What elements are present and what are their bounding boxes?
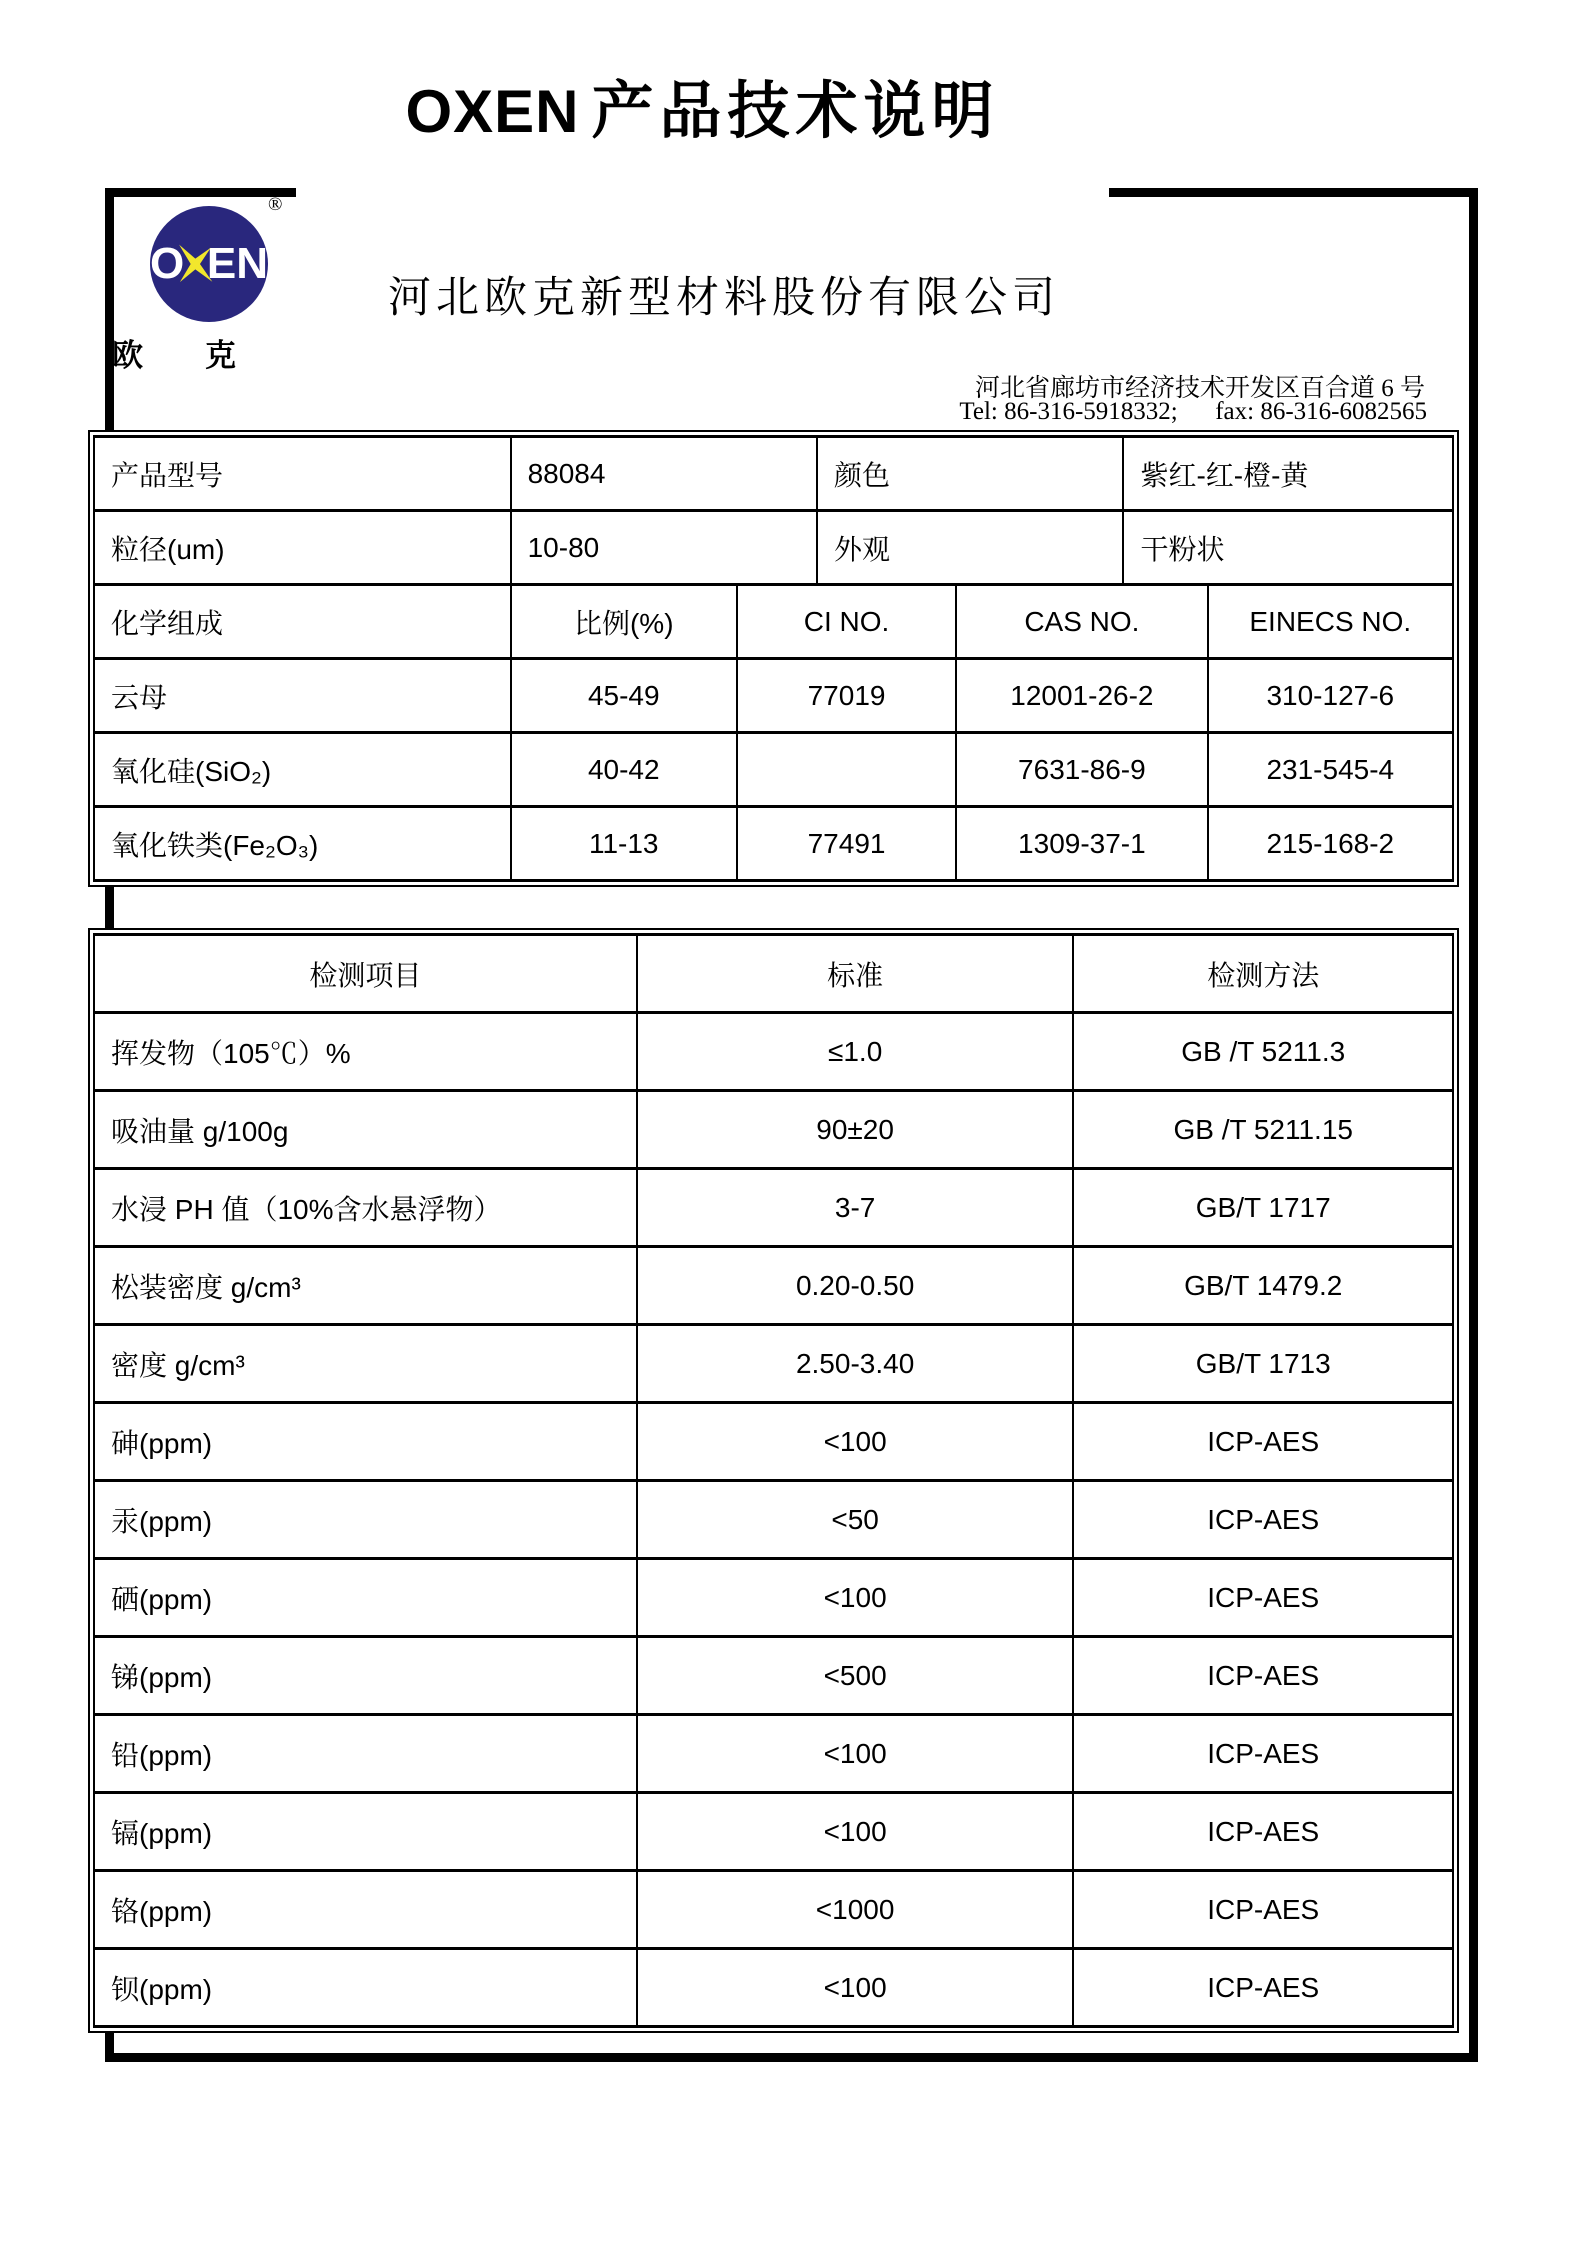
test-standard-cell: <100: [637, 1793, 1074, 1871]
composition-ci-cell: 77019: [737, 659, 956, 733]
test-row: [94, 1091, 1453, 1169]
test-row: [94, 1871, 1453, 1949]
product-spec-table-frame: [88, 430, 1459, 887]
test-method-cell: GB/T 1713: [1073, 1325, 1453, 1403]
test-standard-cell: 90±20: [637, 1091, 1074, 1169]
test-method-cell: ICP-AES: [1073, 1871, 1453, 1949]
composition-header-cas: CAS NO.: [956, 585, 1207, 659]
company-address: 河北省廊坊市经济技术开发区百合道 6 号: [974, 375, 1425, 402]
page-title-latin: OXEN: [405, 78, 580, 145]
composition-header-ci: CI NO.: [737, 585, 956, 659]
composition-ratio-cell: 40-42: [511, 733, 737, 807]
test-method-cell: ICP-AES: [1073, 1559, 1453, 1637]
composition-name-cell: 氧化硅(SiO₂): [94, 733, 511, 807]
logo-star-icon: [176, 238, 215, 290]
logo-caption: 欧 克: [112, 338, 236, 373]
test-method-cell: ICP-AES: [1073, 1637, 1453, 1715]
composition-row: [94, 733, 1453, 807]
test-header-standard: 标准: [637, 935, 1074, 1013]
composition-ratio-cell: 11-13: [511, 807, 737, 881]
appearance-label: 外观: [817, 511, 1123, 585]
test-standard-cell: 3-7: [637, 1169, 1074, 1247]
test-item-cell: 铬(ppm): [94, 1871, 637, 1949]
test-standard-cell: <100: [637, 1559, 1074, 1637]
test-row: [94, 1793, 1453, 1871]
composition-header-name: 化学组成: [94, 585, 511, 659]
particle-size-value: 10-80: [511, 511, 817, 585]
test-row: [94, 1325, 1453, 1403]
test-method-cell: GB /T 5211.15: [1073, 1091, 1453, 1169]
test-standard-cell: ≤1.0: [637, 1013, 1074, 1091]
test-row: [94, 1481, 1453, 1559]
composition-row: [94, 807, 1453, 881]
test-method-cell: ICP-AES: [1073, 1793, 1453, 1871]
test-method-cell: GB /T 5211.3: [1073, 1013, 1453, 1091]
composition-einecs-cell: 310-127-6: [1208, 659, 1453, 733]
product-model-value: 88084: [511, 437, 817, 511]
test-item-cell: 硒(ppm): [94, 1559, 637, 1637]
test-row: [94, 1715, 1453, 1793]
product-info-row: [94, 511, 1453, 585]
composition-einecs-cell: 215-168-2: [1208, 807, 1453, 881]
page-title-chinese: 产品技术说明: [591, 78, 1000, 146]
test-row: [94, 1169, 1453, 1247]
color-value: 紫红-红-橙-黄: [1123, 437, 1453, 511]
test-method-cell: ICP-AES: [1073, 1403, 1453, 1481]
composition-header-einecs: EINECS NO.: [1208, 585, 1453, 659]
test-table-frame: [88, 928, 1459, 2033]
product-info-row: [94, 437, 1453, 511]
test-standard-cell: <500: [637, 1637, 1074, 1715]
test-header-item: 检测项目: [94, 935, 637, 1013]
test-standard-cell: <1000: [637, 1871, 1074, 1949]
product-spec-table: [93, 435, 1454, 882]
composition-cas-cell: 12001-26-2: [956, 659, 1207, 733]
test-standard-cell: <100: [637, 1949, 1074, 2027]
test-row: [94, 1559, 1453, 1637]
company-logo: [150, 206, 268, 322]
page-title: [296, 78, 1109, 146]
composition-cas-cell: 1309-37-1: [956, 807, 1207, 881]
test-item-cell: 密度 g/cm³: [94, 1325, 637, 1403]
test-method-cell: GB/T 1717: [1073, 1169, 1453, 1247]
test-row: [94, 1247, 1453, 1325]
composition-name-cell: 云母: [94, 659, 511, 733]
test-item-cell: 吸油量 g/100g: [94, 1091, 637, 1169]
composition-name-cell: 氧化铁类(Fe₂O₃): [94, 807, 511, 881]
test-standard-cell: <100: [637, 1715, 1074, 1793]
test-standard-cell: 2.50-3.40: [637, 1325, 1074, 1403]
particle-size-label: 粒径(um): [94, 511, 511, 585]
composition-row: [94, 659, 1453, 733]
composition-ci-cell: 77491: [737, 807, 956, 881]
test-item-cell: 汞(ppm): [94, 1481, 637, 1559]
composition-ci-cell: [737, 733, 956, 807]
company-name: 河北欧克新型材料股份有限公司: [388, 275, 1060, 322]
test-item-cell: 水浸 PH 值（10%含水悬浮物）: [94, 1169, 637, 1247]
test-item-cell: 松装密度 g/cm³: [94, 1247, 637, 1325]
test-standard-cell: 0.20-0.50: [637, 1247, 1074, 1325]
registered-trademark-icon: ®: [268, 194, 283, 215]
composition-header-row: [94, 585, 1453, 659]
composition-einecs-cell: 231-545-4: [1208, 733, 1453, 807]
test-table: [93, 933, 1454, 2028]
test-item-cell: 挥发物（105℃）%: [94, 1013, 637, 1091]
composition-header-ratio: 比例(%): [511, 585, 737, 659]
test-row: [94, 1013, 1453, 1091]
test-method-cell: ICP-AES: [1073, 1481, 1453, 1559]
test-item-cell: 镉(ppm): [94, 1793, 637, 1871]
test-row: [94, 1949, 1453, 2027]
company-contact: Tel: 86-316-5918332; fax: 86-316-6082565: [959, 398, 1427, 425]
appearance-value: 干粉状: [1123, 511, 1453, 585]
product-model-label: 产品型号: [94, 437, 511, 511]
composition-cas-cell: 7631-86-9: [956, 733, 1207, 807]
color-label: 颜色: [817, 437, 1123, 511]
test-item-cell: 钡(ppm): [94, 1949, 637, 2027]
test-header-row: [94, 935, 1453, 1013]
test-method-cell: ICP-AES: [1073, 1949, 1453, 2027]
logo-letter-o: O: [150, 239, 185, 288]
logo-letter-en: EN: [206, 239, 268, 288]
test-item-cell: 铅(ppm): [94, 1715, 637, 1793]
test-header-method: 检测方法: [1073, 935, 1453, 1013]
test-standard-cell: <50: [637, 1481, 1074, 1559]
test-item-cell: 砷(ppm): [94, 1403, 637, 1481]
composition-ratio-cell: 45-49: [511, 659, 737, 733]
test-row: [94, 1403, 1453, 1481]
test-method-cell: GB/T 1479.2: [1073, 1247, 1453, 1325]
test-method-cell: ICP-AES: [1073, 1715, 1453, 1793]
test-standard-cell: <100: [637, 1403, 1074, 1481]
test-item-cell: 锑(ppm): [94, 1637, 637, 1715]
test-row: [94, 1637, 1453, 1715]
